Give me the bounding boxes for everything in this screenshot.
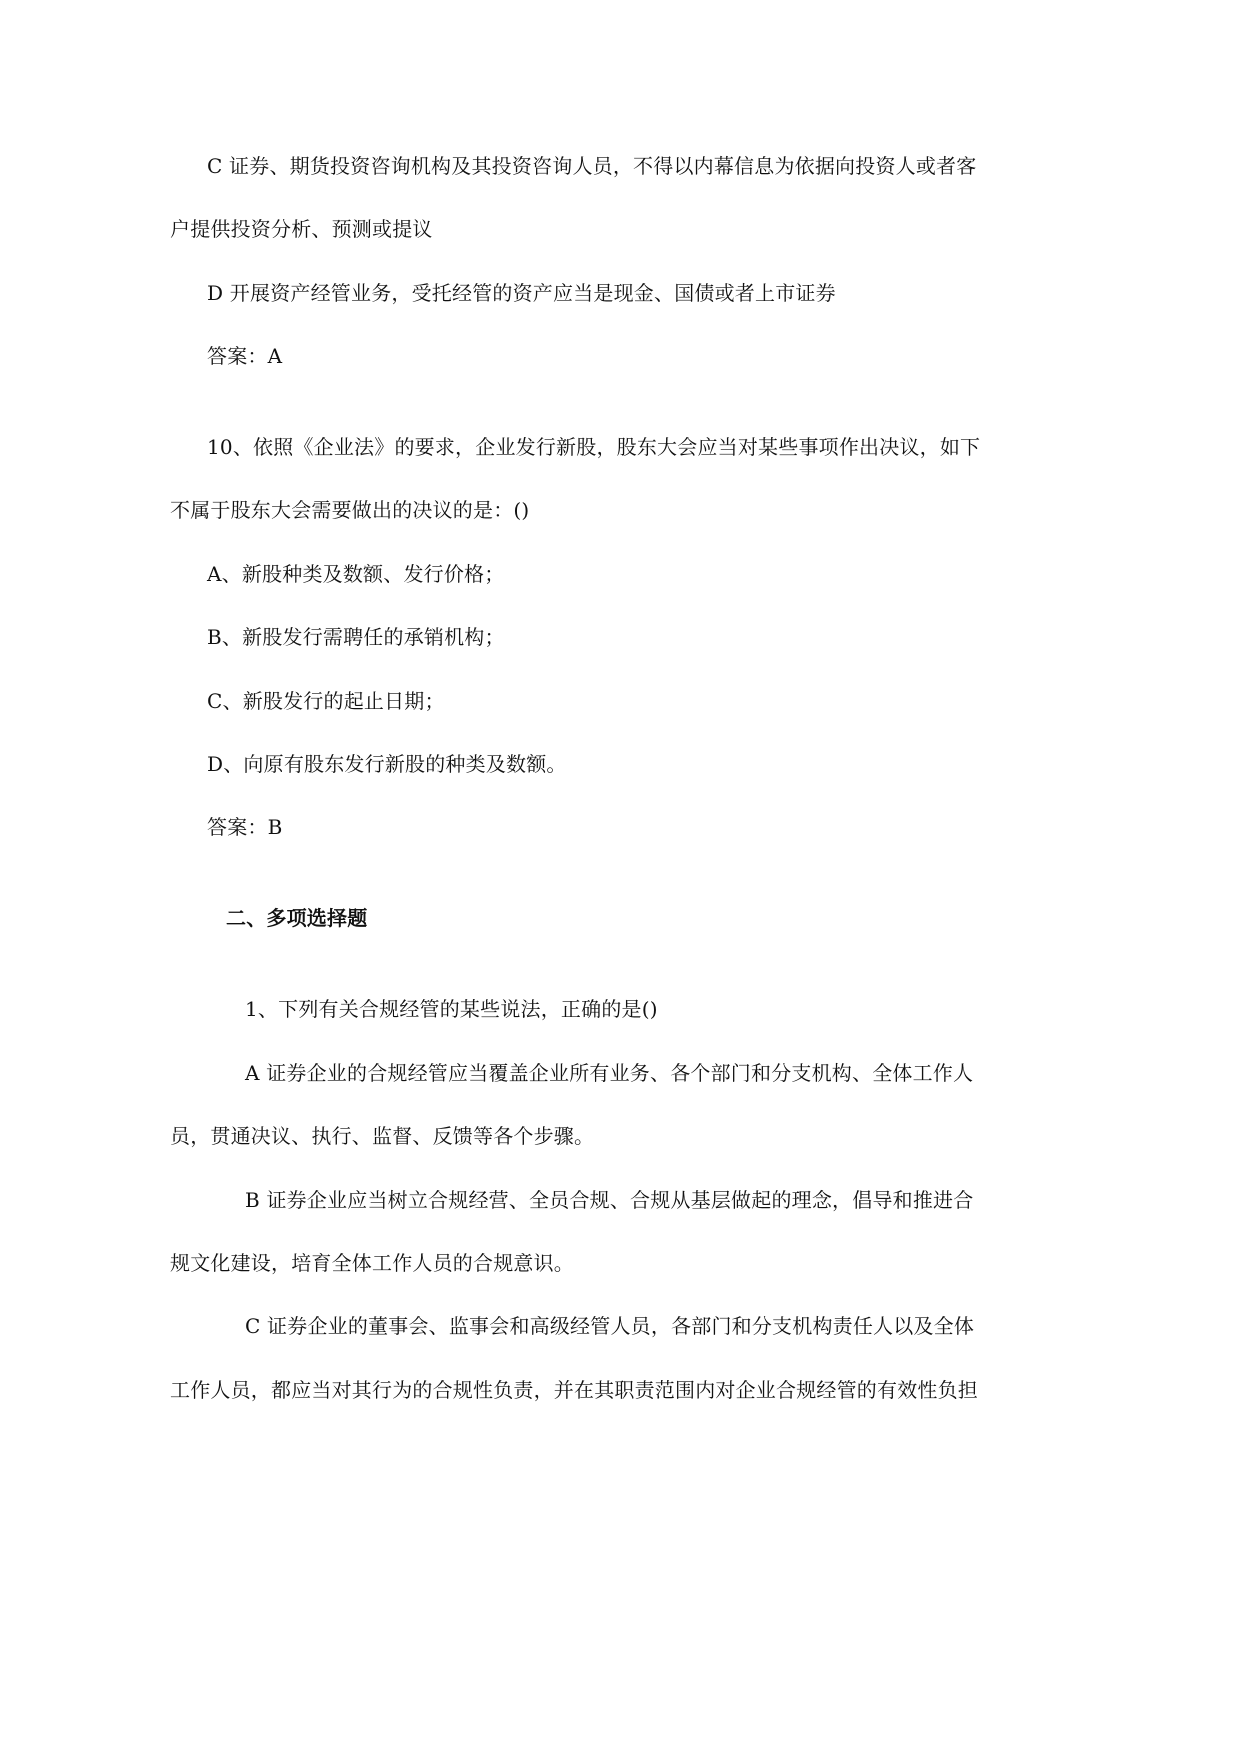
question-10-line-2: 不属于股东大会需要做出的决议的是：() [170, 498, 530, 522]
multi-option-a-line-1: A 证券企业的合规经管应当覆盖企业所有业务、各个部门和分支机构、全体工作人 [245, 1061, 974, 1085]
option-d-line: D 开展资产经管业务，受托经管的资产应当是现金、国债或者上市证券 [207, 281, 836, 305]
option-c-line-2: 户提供投资分析、预测或提议 [170, 217, 433, 241]
answer-9: 答案：A [207, 344, 283, 368]
multi-option-b-line-1: B 证券企业应当树立合规经营、全员合规、合规从基层做起的理念，倡导和推进合 [245, 1188, 974, 1212]
section-heading: 二、多项选择题 [226, 906, 368, 930]
question-10-line-1: 10、依照《企业法》的要求，企业发行新股，股东大会应当对某些事项作出决议，如下 [207, 435, 981, 459]
multi-option-b-line-2: 规文化建设，培育全体工作人员的合规意识。 [170, 1251, 574, 1275]
multi-option-a-line-2: 员，贯通决议、执行、监督、反馈等各个步骤。 [170, 1124, 595, 1148]
question-10-option-b: B、新股发行需聘任的承销机构； [207, 625, 505, 649]
multi-option-c-line-2: 工作人员，都应当对其行为的合规性负责，并在其职责范围内对企业合规经管的有效性负担 [170, 1378, 978, 1402]
question-10-option-a: A、新股种类及数额、发行价格； [207, 562, 505, 586]
question-10-option-d: D、向原有股东发行新股的种类及数额。 [207, 752, 567, 776]
question-10-option-c: C、新股发行的起止日期； [207, 689, 445, 713]
multi-question-1: 1、下列有关合规经管的某些说法，正确的是() [245, 997, 658, 1021]
answer-10: 答案：B [207, 815, 283, 839]
multi-option-c-line-1: C 证券企业的董事会、监事会和高级经管人员，各部门和分支机构责任人以及全体 [245, 1314, 975, 1338]
option-c-line-1: C 证券、期货投资咨询机构及其投资咨询人员，不得以内幕信息为依据向投资人或者客 [207, 154, 977, 178]
